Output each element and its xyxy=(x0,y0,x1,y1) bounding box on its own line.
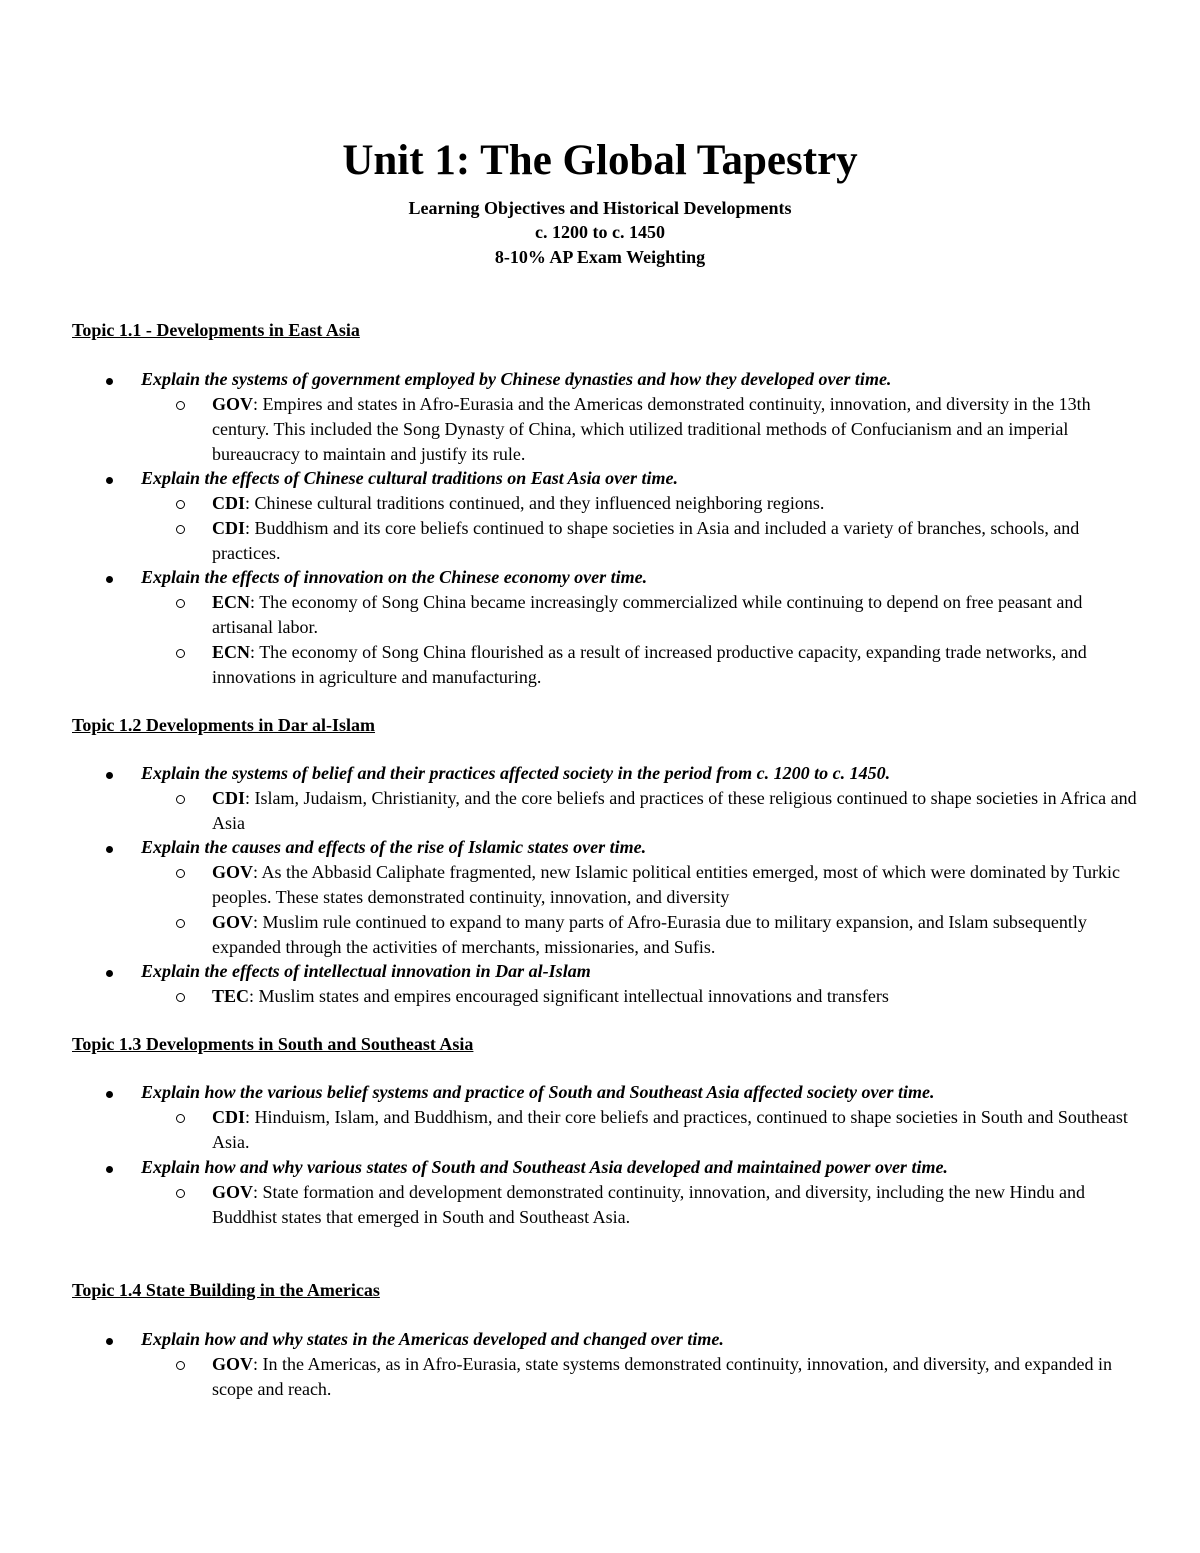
theme-code: CDI xyxy=(212,788,246,808)
development-text: : Empires and states in Afro-Eurasia and the Americas demonstrated continuity, innovation, and diversity in the 13th century. This included the Song Dynasty of China, which utilized traditional methods of Confucianism and an imperial bureaucracy to maintain and justify its rule. xyxy=(212,394,1091,464)
theme-code: ECN xyxy=(212,592,251,612)
historical-development xyxy=(212,1180,1137,1230)
bullet-icon xyxy=(106,846,113,853)
historical-development xyxy=(212,786,1137,836)
development-text: : Islam, Judaism, Christianity, and the core beliefs and practices of these religious continued to shape societies in Africa and Asia xyxy=(212,788,1137,833)
theme-code: GOV xyxy=(212,1182,254,1202)
subtitle-learning-objectives: Learning Objectives and Historical Developments xyxy=(408,198,792,218)
historical-development xyxy=(212,491,1137,516)
historical-development xyxy=(212,590,1137,640)
circle-bullet-icon xyxy=(176,401,185,410)
development-text: : In the Americas, as in Afro-Eurasia, state systems demonstrated continuity, innovation, and diversity, and expanded in scope and reach. xyxy=(212,1354,1112,1399)
theme-code: GOV xyxy=(212,862,254,882)
learning-objective-text: Explain the effects of innovation on the Chinese economy over time. xyxy=(141,567,648,587)
circle-bullet-icon xyxy=(176,919,185,928)
circle-bullet-icon xyxy=(176,500,185,509)
circle-bullet-icon xyxy=(176,795,185,804)
historical-development xyxy=(212,640,1137,690)
bullet-icon xyxy=(106,378,113,385)
circle-bullet-icon xyxy=(176,869,185,878)
circle-bullet-icon xyxy=(176,649,185,658)
learning-objective-text: Explain the systems of government employed by Chinese dynasties and how they developed over time. xyxy=(141,369,892,389)
development-text: : Muslim states and empires encouraged significant intellectual innovations and transfers xyxy=(249,986,889,1006)
theme-code: GOV xyxy=(212,912,254,932)
development-text: : Muslim rule continued to expand to many parts of Afro-Eurasia due to military expansion, and Islam subsequently expanded through the activities of merchants, missionaries, and Sufis. xyxy=(212,912,1087,957)
development-text: : Chinese cultural traditions continued, and they influenced neighboring regions. xyxy=(245,493,825,513)
learning-objective-text: Explain how the various belief systems and practice of South and Southeast Asia affected society over time. xyxy=(141,1082,935,1102)
circle-bullet-icon xyxy=(176,599,185,608)
learning-objective-text: Explain the systems of belief and their practices affected society in the period from c. 1200 to c. 1450. xyxy=(141,763,891,783)
bullet-icon xyxy=(106,477,113,484)
topic-heading: Topic 1.4 State Building in the Americas xyxy=(72,1280,380,1300)
learning-objective-text: Explain how and why various states of South and Southeast Asia developed and maintained power over time. xyxy=(141,1157,948,1177)
learning-objective xyxy=(141,1080,1141,1105)
historical-development xyxy=(212,1352,1137,1402)
development-text: : Hinduism, Islam, and Buddhism, and their core beliefs and practices, continued to shape societies in South and Southeast Asia. xyxy=(212,1107,1128,1152)
historical-development xyxy=(212,392,1137,466)
circle-bullet-icon xyxy=(176,525,185,534)
development-text: : The economy of Song China became increasingly commercialized while continuing to depend on free peasant and artisanal labor. xyxy=(212,592,1083,637)
bullet-icon xyxy=(106,1091,113,1098)
development-text: : The economy of Song China flourished as a result of increased productive capacity, expanding trade networks, and innovations in agriculture and manufacturing. xyxy=(212,642,1087,687)
circle-bullet-icon xyxy=(176,1189,185,1198)
circle-bullet-icon xyxy=(176,1361,185,1370)
bullet-icon xyxy=(106,1166,113,1173)
learning-objective xyxy=(141,959,1141,984)
learning-objective xyxy=(141,1155,1141,1180)
bullet-icon xyxy=(106,576,113,583)
learning-objective-text: Explain the causes and effects of the rise of Islamic states over time. xyxy=(141,837,647,857)
development-text: : Buddhism and its core beliefs continued to shape societies in Asia and included a variety of branches, schools, and practices. xyxy=(212,518,1080,563)
learning-objective xyxy=(141,466,1141,491)
topic-heading: Topic 1.2 Developments in Dar al-Islam xyxy=(72,715,376,735)
circle-bullet-icon xyxy=(176,993,185,1002)
subtitle-date-range: c. 1200 to c. 1450 xyxy=(535,222,665,242)
topic-heading: Topic 1.3 Developments in South and Southeast Asia xyxy=(72,1034,474,1054)
theme-code: CDI xyxy=(212,1107,246,1127)
subtitle-exam-weighting: 8-10% AP Exam Weighting xyxy=(494,247,706,267)
theme-code: GOV xyxy=(212,1354,254,1374)
historical-development xyxy=(212,984,1137,1009)
bullet-icon xyxy=(106,1338,113,1345)
page-title: Unit 1: The Global Tapestry xyxy=(342,137,858,184)
historical-development xyxy=(212,516,1137,566)
bullet-icon xyxy=(106,970,113,977)
learning-objective-text: Explain the effects of intellectual innovation in Dar al-Islam xyxy=(141,961,591,981)
development-text: : State formation and development demonstrated continuity, innovation, and diversity, including the new Hindu and Buddhist states that emerged in South and Southeast Asia. xyxy=(212,1182,1086,1227)
learning-objective xyxy=(141,835,1141,860)
learning-objective-text: Explain the effects of Chinese cultural traditions on East Asia over time. xyxy=(141,468,679,488)
historical-development xyxy=(212,1105,1137,1155)
development-text: : As the Abbasid Caliphate fragmented, new Islamic political entities emerged, most of which were dominated by Turkic peoples. These states demonstrated continuity, innovation, and diversity xyxy=(212,862,1120,907)
learning-objective xyxy=(141,1327,1141,1352)
learning-objective xyxy=(141,565,1141,590)
learning-objective xyxy=(141,367,1141,392)
theme-code: CDI xyxy=(212,518,246,538)
circle-bullet-icon xyxy=(176,1114,185,1123)
historical-development xyxy=(212,910,1137,960)
theme-code: GOV xyxy=(212,394,254,414)
learning-objective xyxy=(141,761,1141,786)
topic-heading: Topic 1.1 - Developments in East Asia xyxy=(72,320,360,340)
learning-objective-text: Explain how and why states in the Americas developed and changed over time. xyxy=(141,1329,724,1349)
theme-code: ECN xyxy=(212,642,251,662)
theme-code: TEC xyxy=(212,986,250,1006)
theme-code: CDI xyxy=(212,493,246,513)
historical-development xyxy=(212,860,1137,910)
bullet-icon xyxy=(106,772,113,779)
